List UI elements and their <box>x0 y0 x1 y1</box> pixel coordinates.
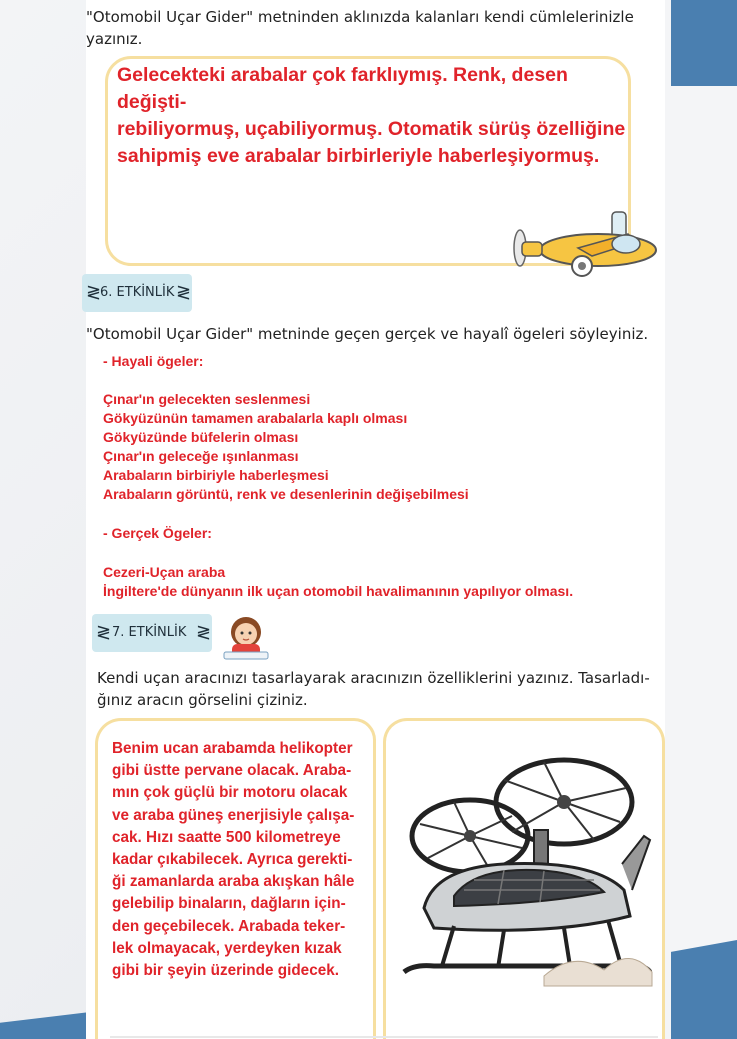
bottom-divider <box>110 1036 658 1038</box>
answer-line: kadar çıkabilecek. Ayrıca gerekti- <box>112 851 353 869</box>
answer-line: gibi bir şeyin üzerinde gidecek. <box>112 962 339 980</box>
top-right-corner-decoration <box>671 0 737 86</box>
imaginary-item: Çınar'ın geleceğe ışınlanması <box>103 448 299 464</box>
answer-line: Benim ucan arabamda helikopter <box>112 740 353 757</box>
section6-instruction: "Otomobil Uçar Gider" metninde geçen gerçek ve hayalî ögeleri söyleyiniz. <box>86 325 649 343</box>
girl-reading-illustration <box>218 612 276 664</box>
answer-line: ği zamanlarda araba akışkan hâle <box>112 873 355 891</box>
section7-label <box>92 614 212 652</box>
girl-face <box>235 623 257 645</box>
car-tail <box>622 836 650 890</box>
answer-line: den geçebilecek. Arabada teker- <box>112 917 346 935</box>
imaginary-item: Gökyüzünde büfelerin olması <box>103 429 299 445</box>
answer-line: ve araba güneş enerjisiyle çalışa- <box>112 806 355 824</box>
real-item: İngiltere'de dünyanın ilk uçan otomobil havalimanının yapılıyor olması. <box>103 583 574 599</box>
answer-line: mın çok güçlü bir motoru olacak <box>112 784 348 802</box>
answer-line: cak. Hızı saatte 500 kilometreye <box>112 828 341 846</box>
answer-line: lek olmayacak, yerdeyken kızak <box>112 939 342 957</box>
section7-answer <box>112 738 374 982</box>
section6-label <box>82 274 192 312</box>
instruction-line: ğınız aracın görselini çiziniz. <box>97 691 308 709</box>
instruction-line: Kendi uçan aracınızı tasarlayarak aracınızın özelliklerini yazınız. Tasarladı- <box>97 669 650 687</box>
page-right-margin <box>665 0 737 1039</box>
section5-answer <box>117 62 627 170</box>
section7-instruction <box>97 667 667 711</box>
answer-line: rebiliyormuş, uçabiliyormuş. Otomatik sürüş özelliğine <box>117 118 626 140</box>
section6-label-text: 6. ETKİNLİK <box>100 285 175 300</box>
zigzag-right: ≷ <box>176 282 192 303</box>
imaginary-item: Gökyüzünün tamamen arabalarla kaplı olması <box>103 410 408 426</box>
imaginary-item: Çınar'ın gelecekten seslenmesi <box>103 391 311 407</box>
imaginary-item: Arabaların görüntü, renk ve desenlerinin değişebilmesi <box>103 486 469 502</box>
imaginary-heading: - Hayali ögeler: <box>103 353 204 369</box>
airplane-nose <box>522 242 542 256</box>
zigzag-left: ≷ <box>86 282 102 303</box>
answer-line: gelebilip binaların, dağların için- <box>112 895 346 913</box>
airplane-window <box>612 235 640 253</box>
real-item: Cezeri-Uçan araba <box>103 564 226 580</box>
airplane-illustration <box>508 208 658 284</box>
rotor-hub <box>464 830 476 842</box>
answer-line: sahipmiş eve arabalar birbirleriyle haberleşiyormuş. <box>117 145 600 167</box>
page-left-margin <box>0 0 86 1039</box>
bottom-right-corner-decoration <box>671 940 737 1039</box>
section5-instruction: "Otomobil Uçar Gider" metninden aklınızda kalanları kendi cümlelerinizle yazınız. <box>86 8 634 48</box>
rotor-hub <box>557 795 571 809</box>
airplane-wheel <box>578 262 586 270</box>
zigzag-left: ≷ <box>96 622 112 643</box>
zigzag-right: ≷ <box>196 622 212 643</box>
answer-line: Gelecekteki arabalar çok farklıymış. Renk, desen değişti- <box>117 64 568 113</box>
real-heading: - Gerçek Ögeler: <box>103 525 212 541</box>
girl-eye <box>241 632 244 635</box>
answer-line: gibi üstte pervane olacak. Araba- <box>112 762 352 780</box>
flying-car-drawing <box>394 740 656 990</box>
section7-label-text: 7. ETKİNLİK <box>112 625 187 640</box>
book <box>224 652 268 659</box>
imaginary-item: Arabaların birbiriyle haberleşmesi <box>103 467 329 483</box>
dust-cloud <box>544 958 652 986</box>
girl-eye <box>249 632 252 635</box>
